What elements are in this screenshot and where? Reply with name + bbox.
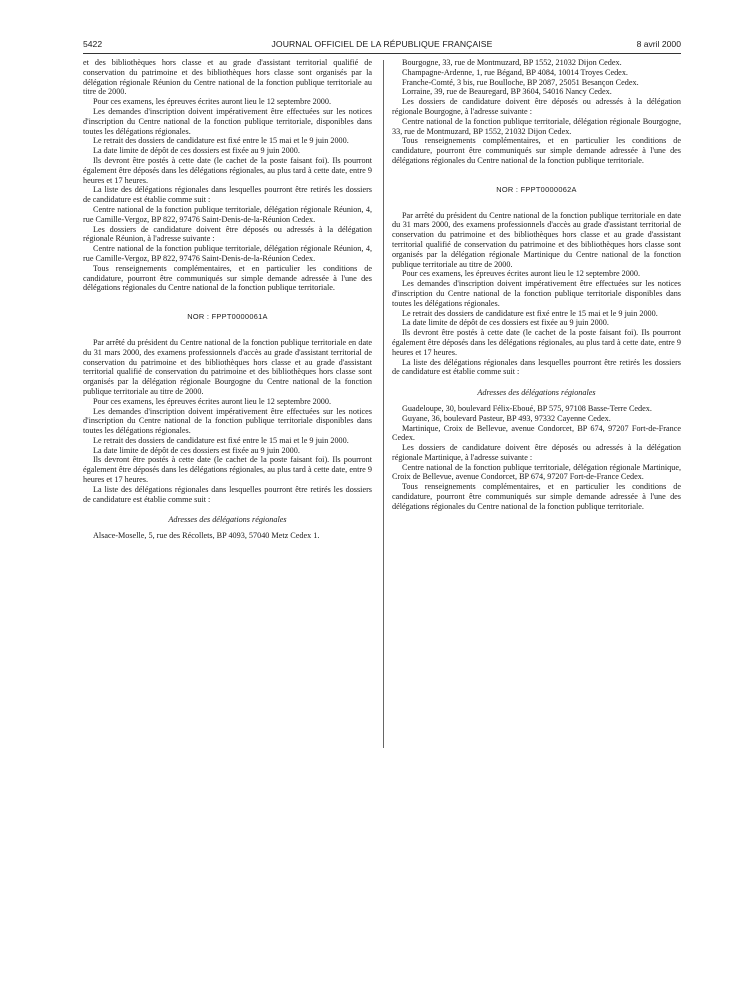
paragraph: Tous renseignements complémentaires, et en particulier les conditions de candidature, pourront être communiqués sur simple demande adressée à l'une des délégations régionales du Centre national de la fonction publique territoriale. xyxy=(83,263,372,293)
paragraph: Lorraine, 39, rue de Beauregard, BP 3604, 54016 Nancy Cedex. xyxy=(402,87,612,97)
paragraph: Les dossiers de candidature doivent être déposés ou adressés à la délégation régionale Réunion, à l'adresse suivante : xyxy=(83,224,372,244)
paragraph: Martinique, Croix de Bellevue, avenue Condorcet, BP 674, 97207 Fort-de-France Cedex. xyxy=(392,423,681,443)
right-column xyxy=(392,58,681,512)
paragraph: Les demandes d'inscription doivent impérativement être effectuées sur les notices d'inscription du Centre national de la fonction publique territoriale disponibles dans toutes les délégations régionales. xyxy=(392,279,681,308)
paragraph: Pour ces examens, les épreuves écrites auront lieu le 12 septembre 2000. xyxy=(402,269,641,279)
page-number: 5422 xyxy=(83,39,103,49)
nor-reference: NOR : FPPT0000061A xyxy=(187,312,268,322)
left-column xyxy=(83,58,372,541)
paragraph: Tous renseignements complémentaires, et en particulier les conditions de candidature, pourront être communiqués sur simple demande adressée à l'une des délégations régionales du Centre national de la fonction publique territoriale. xyxy=(392,482,681,511)
paragraph: Le retrait des dossiers de candidature est fixé entre le 15 mai et le 9 juin 2000. xyxy=(93,136,349,146)
paragraph: Les dossiers de candidature doivent être déposés ou adressés à la délégation régionale Bourgogne, à l'adresse suivante : xyxy=(392,97,681,116)
paragraph: La liste des délégations régionales dans lesquelles pourront être retirés les dossiers de candidature est établie comme suit : xyxy=(83,185,372,205)
paragraph: Guadeloupe, 30, boulevard Félix-Eboué, BP 575, 97108 Basse-Terre Cedex. xyxy=(402,403,652,413)
paragraph: Ils devront être postés à cette date (le cachet de la poste faisant foi). Ils pourront également être déposés dans les délégations régionales, au plus tard à cette date, entre 9 heures et 17 heures. xyxy=(83,455,372,485)
paragraph: Les demandes d'inscription doivent impérativement être effectuées sur les notices d'inscription du Centre national de la fonction publique territoriale disponibles dans toutes les délégations régionales. xyxy=(83,406,372,436)
paragraph: Le retrait des dossiers de candidature est fixé entre le 15 mai et le 9 juin 2000. xyxy=(93,435,349,445)
paragraph: Centre national de la fonction publique territoriale, délégation régionale Martinique, Croix de Bellevue, avenue Condorcet, BP 674, 97207 Fort-de-France Cedex. xyxy=(392,462,681,482)
paragraph: Ils devront être postés à cette date (le cachet de la poste faisant foi). Ils pourront également être déposés dans les délégations régionales, au plus tard à cette date, entre 9 heures et 17 heures. xyxy=(392,328,681,357)
paragraph: La liste des délégations régionales dans lesquelles pourront être retirés les dossiers de candidature est établie comme suit : xyxy=(83,484,372,504)
section-heading: Adresses des délégations régionales xyxy=(477,388,596,398)
paragraph: Champagne-Ardenne, 1, rue Bégand, BP 4084, 10014 Troyes Cedex. xyxy=(402,67,628,77)
paragraph: La liste des délégations régionales dans lesquelles pourront être retirés les dossiers de candidature est établie comme suit : xyxy=(392,357,681,377)
section-heading: Adresses des délégations régionales xyxy=(168,515,287,525)
paragraph: Par arrêté du président du Centre national de la fonction publique territoriale en date du 31 mars 2000, des examens professionnels d'accès au grade d'assistant territorial de conservation du patrimoine et des bibliothèques hors classe et au grade d'assistant territorial qualifié de conservation du patrimoine et des bibliothèques hors classe sont organisés par la délégation régionale Bourgogne du Centre national de la fonction publique territoriale au titre de 2000. xyxy=(83,337,372,396)
paragraph: Le retrait des dossiers de candidature est fixé entre le 15 mai et le 9 juin 2000. xyxy=(402,308,658,318)
paragraph: et des bibliothèques hors classe et au grade d'assistant territorial qualifié de conservation du patrimoine et des bibliothèques hors classe sont organisés par la délégation régionale Réunion du Centre national de la fonction publique territoriale au titre de 2000. xyxy=(83,58,372,97)
header-rule xyxy=(83,53,681,54)
column-divider xyxy=(383,60,384,748)
paragraph: Bourgogne, 33, rue de Montmuzard, BP 1552, 21032 Dijon Cedex. xyxy=(402,58,622,67)
paragraph: Guyane, 36, boulevard Pasteur, BP 493, 97332 Cayenne Cedex. xyxy=(402,413,611,423)
paragraph: Pour ces examens, les épreuves écrites auront lieu le 12 septembre 2000. xyxy=(93,97,332,107)
paragraph: Centre national de la fonction publique territoriale, délégation régionale Réunion, 4, rue Camille-Vergoz, BP 822, 97476 Saint-Denis-de-la-Réunion Cedex. xyxy=(83,204,372,224)
paragraph: La date limite de dépôt de ces dossiers est fixée au 9 juin 2000. xyxy=(93,146,300,156)
paragraph: Alsace-Moselle, 5, rue des Récollets, BP 4093, 57040 Metz Cedex 1. xyxy=(93,531,320,541)
paragraph: La date limite de dépôt de ces dossiers est fixée au 9 juin 2000. xyxy=(402,318,609,328)
paragraph: Centre national de la fonction publique territoriale, délégation régionale Bourgogne, 33, rue de Montmuzard, BP 1552, 21032 Dijon Cedex. xyxy=(392,116,681,136)
paragraph: Tous renseignements complémentaires, et en particulier les conditions de candidature, pourront être communiqués sur simple demande adressée à l'une des délégations régionales du Centre national de la fonction publique territoriale. xyxy=(392,136,681,165)
page-header xyxy=(83,39,681,53)
nor-reference: NOR : FPPT0000062A xyxy=(496,184,577,194)
paragraph: Par arrêté du président du Centre national de la fonction publique territoriale en date du 31 mars 2000, des examens professionnels d'accès au grade d'assistant territorial de conservation du patrimoine et des bibliothèques hors classe et au grade d'assistant territorial qualifié de conservation du patrimoine et des bibliothèques hors classe sont organisés par la délégation régionale Martinique du Centre national de la fonction publique territoriale au titre de 2000. xyxy=(392,210,681,269)
paragraph: Ils devront être postés à cette date (le cachet de la poste faisant foi). Ils pourront également être déposés dans les délégations régionales, au plus tard à cette date, entre 9 heures et 17 heures. xyxy=(83,155,372,185)
paragraph: Les demandes d'inscription doivent impérativement être effectuées sur les notices d'inscription du Centre national de la fonction publique territoriale, disponibles dans toutes les délégations régionales. xyxy=(83,106,372,136)
paragraph: Centre national de la fonction publique territoriale, délégation régionale Réunion, 4, rue Camille-Vergoz, BP 822, 97476 Saint-Denis-de-la-Réunion Cedex. xyxy=(83,244,372,263)
issue-date: 8 avril 2000 xyxy=(636,39,681,49)
paragraph: Franche-Comté, 3 bis, rue Boulloche, BP 2087, 25051 Besançon Cedex. xyxy=(402,77,639,87)
journal-title: JOURNAL OFFICIEL DE LA RÉPUBLIQUE FRANÇAISE xyxy=(271,39,493,49)
paragraph: Les dossiers de candidature doivent être déposés ou adressés à la délégation régionale Martinique, à l'adresse suivante : xyxy=(392,443,681,462)
paragraph: La date limite de dépôt de ces dossiers est fixée au 9 juin 2000. xyxy=(93,445,300,455)
paragraph: Pour ces examens, les épreuves écrites auront lieu le 12 septembre 2000. xyxy=(93,396,332,406)
